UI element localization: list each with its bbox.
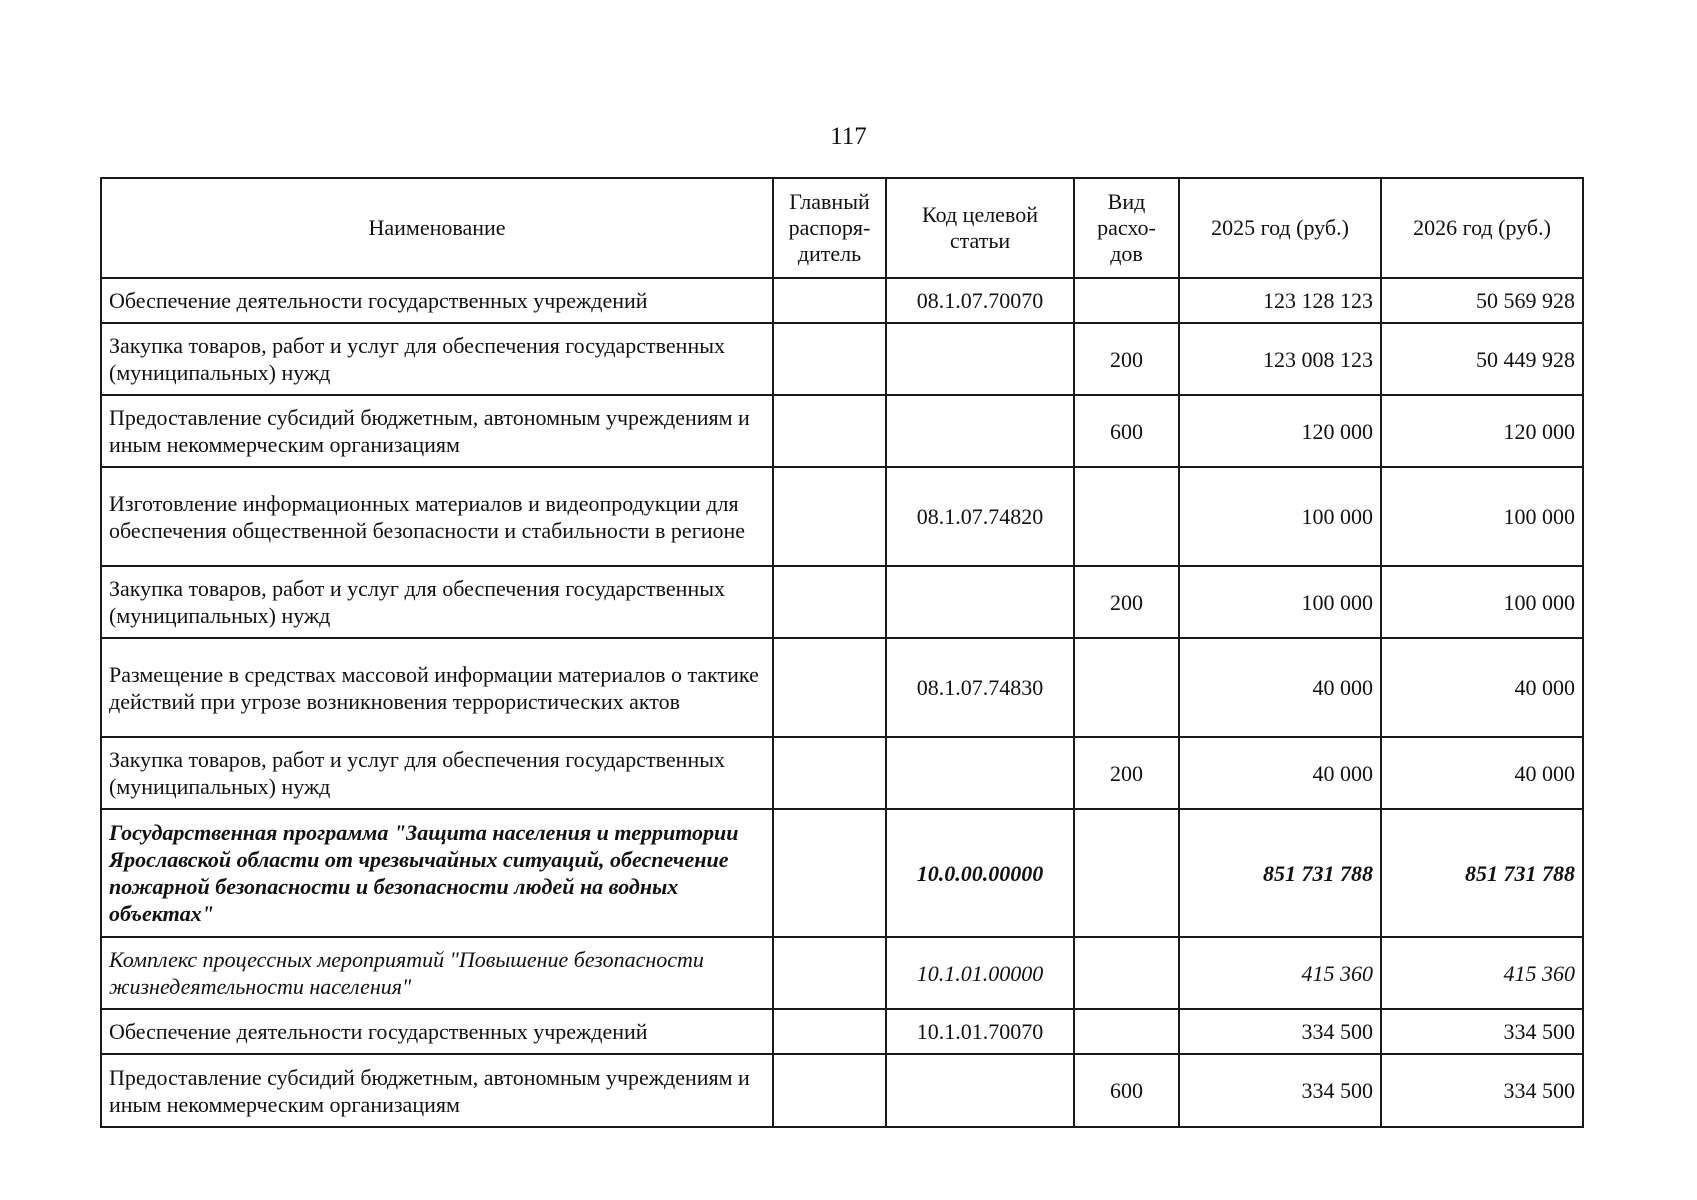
row-expense-type: 200: [1074, 566, 1179, 638]
row-target-code: 10.0.00.00000: [886, 809, 1074, 937]
row-chief-manager: [773, 1054, 886, 1127]
row-amount-2025: 851 731 788: [1179, 809, 1381, 937]
row-amount-2026: 40 000: [1381, 737, 1583, 809]
row-expense-type: [1074, 638, 1179, 737]
table-row: [101, 1054, 1583, 1127]
table-row: [101, 566, 1583, 638]
row-expense-type: 200: [1074, 737, 1179, 809]
row-target-code: 10.1.01.00000: [886, 937, 1074, 1009]
row-chief-manager: [773, 809, 886, 937]
table-body: [101, 278, 1583, 1127]
header-2025: 2025 год (руб.): [1179, 178, 1381, 278]
row-amount-2025: 100 000: [1179, 566, 1381, 638]
row-amount-2026: 40 000: [1381, 638, 1583, 737]
row-expense-type: [1074, 809, 1179, 937]
row-amount-2025: 415 360: [1179, 937, 1381, 1009]
row-target-code: [886, 566, 1074, 638]
row-target-code: 08.1.07.74830: [886, 638, 1074, 737]
row-expense-type: 600: [1074, 395, 1179, 467]
row-name: Закупка товаров, работ и услуг для обеспечения государственных (муниципальных) нужд: [101, 323, 773, 395]
row-amount-2026: 100 000: [1381, 566, 1583, 638]
row-amount-2025: 123 008 123: [1179, 323, 1381, 395]
row-target-code: 08.1.07.74820: [886, 467, 1074, 566]
row-chief-manager: [773, 638, 886, 737]
row-expense-type: 600: [1074, 1054, 1179, 1127]
row-amount-2026: 120 000: [1381, 395, 1583, 467]
row-name: Закупка товаров, работ и услуг для обеспечения государственных (муниципальных) нужд: [101, 566, 773, 638]
row-name: Закупка товаров, работ и услуг для обеспечения государственных (муниципальных) нужд: [101, 737, 773, 809]
row-amount-2026: 851 731 788: [1381, 809, 1583, 937]
table-header-row: [101, 178, 1583, 278]
row-name: Комплекс процессных мероприятий "Повышение безопасности жизнедеятельности населения": [101, 937, 773, 1009]
row-amount-2026: 50 569 928: [1381, 278, 1583, 323]
table-row: [101, 809, 1583, 937]
row-name: Предоставление субсидий бюджетным, автономным учреждениям и иным некоммерческим организациям: [101, 395, 773, 467]
row-amount-2026: 100 000: [1381, 467, 1583, 566]
header-name: Наименование: [101, 178, 773, 278]
table-row: [101, 638, 1583, 737]
row-amount-2025: 40 000: [1179, 737, 1381, 809]
row-amount-2025: 100 000: [1179, 467, 1381, 566]
budget-table: [100, 177, 1584, 1128]
row-name: Государственная программа "Защита населения и территории Ярославской области от чрезвычайных ситуаций, обеспечение пожарной безопасности и безопасности людей на водных объектах": [101, 809, 773, 937]
row-amount-2025: 40 000: [1179, 638, 1381, 737]
table-row: [101, 737, 1583, 809]
row-target-code: [886, 395, 1074, 467]
row-chief-manager: [773, 566, 886, 638]
row-amount-2025: 123 128 123: [1179, 278, 1381, 323]
row-target-code: [886, 1054, 1074, 1127]
table-row: [101, 1009, 1583, 1054]
row-target-code: 08.1.07.70070: [886, 278, 1074, 323]
header-chief-manager: Главный распоря-дитель: [773, 178, 886, 278]
row-amount-2026: 415 360: [1381, 937, 1583, 1009]
row-name: Обеспечение деятельности государственных учреждений: [101, 278, 773, 323]
row-target-code: [886, 323, 1074, 395]
row-target-code: [886, 737, 1074, 809]
row-expense-type: [1074, 937, 1179, 1009]
header-2026: 2026 год (руб.): [1381, 178, 1583, 278]
row-chief-manager: [773, 278, 886, 323]
row-amount-2025: 334 500: [1179, 1054, 1381, 1127]
table-row: [101, 323, 1583, 395]
header-expense-type: Вид расхо-дов: [1074, 178, 1179, 278]
row-target-code: 10.1.01.70070: [886, 1009, 1074, 1054]
row-name: Изготовление информационных материалов и видеопродукции для обеспечения общественной безопасности и стабильности в регионе: [101, 467, 773, 566]
header-target-code: Код целевой статьи: [886, 178, 1074, 278]
row-amount-2026: 50 449 928: [1381, 323, 1583, 395]
row-chief-manager: [773, 937, 886, 1009]
row-expense-type: [1074, 278, 1179, 323]
table-row: [101, 467, 1583, 566]
row-name: Обеспечение деятельности государственных учреждений: [101, 1009, 773, 1054]
row-name: Предоставление субсидий бюджетным, автономным учреждениям и иным некоммерческим организациям: [101, 1054, 773, 1127]
row-chief-manager: [773, 1009, 886, 1054]
row-amount-2025: 334 500: [1179, 1009, 1381, 1054]
row-name: Размещение в средствах массовой информации материалов о тактике действий при угрозе возникновения террористических актов: [101, 638, 773, 737]
row-chief-manager: [773, 395, 886, 467]
row-chief-manager: [773, 323, 886, 395]
row-expense-type: 200: [1074, 323, 1179, 395]
page-number: 117: [830, 123, 867, 150]
row-expense-type: [1074, 1009, 1179, 1054]
row-expense-type: [1074, 467, 1179, 566]
table-row: [101, 395, 1583, 467]
table-row: [101, 937, 1583, 1009]
table-row: [101, 278, 1583, 323]
row-amount-2026: 334 500: [1381, 1009, 1583, 1054]
row-amount-2026: 334 500: [1381, 1054, 1583, 1127]
row-chief-manager: [773, 737, 886, 809]
row-amount-2025: 120 000: [1179, 395, 1381, 467]
row-chief-manager: [773, 467, 886, 566]
